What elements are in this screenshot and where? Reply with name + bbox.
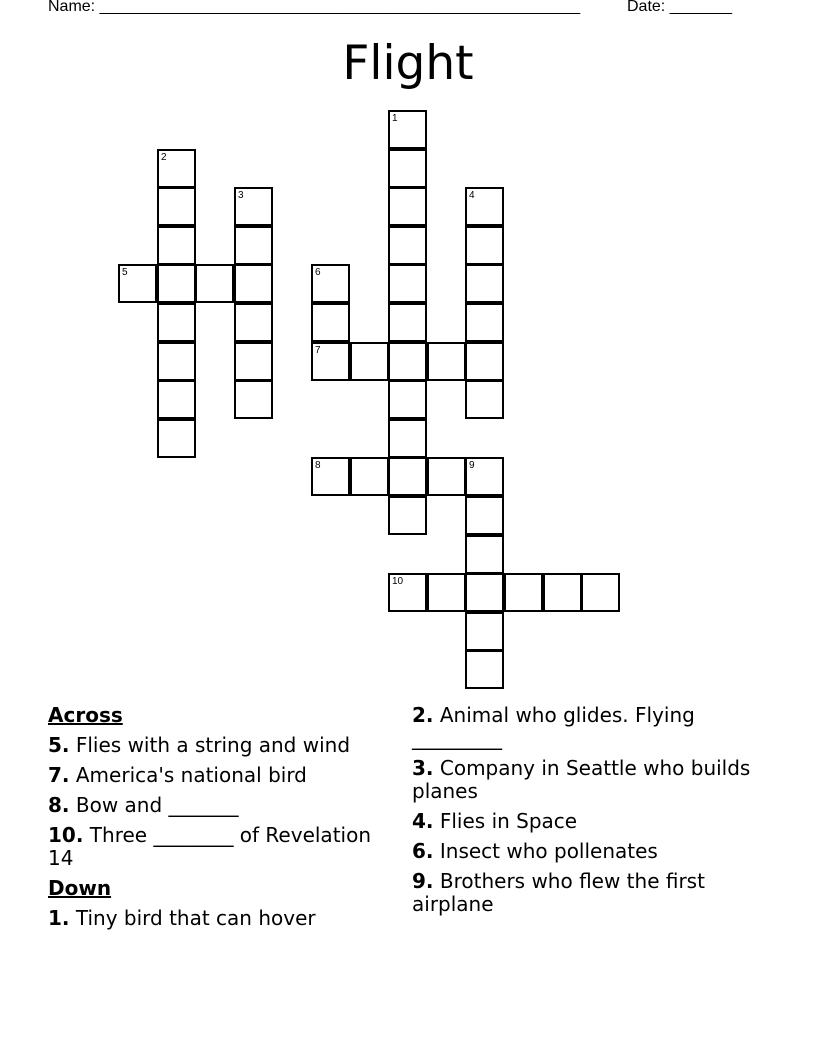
clue-number: 8.: [48, 793, 70, 817]
grid-cell[interactable]: [388, 496, 427, 535]
clue-text: Tiny bird that can hover: [75, 906, 316, 930]
grid-cell[interactable]: [388, 419, 427, 458]
grid-cell[interactable]: [504, 573, 543, 612]
cell-number: 6: [315, 267, 321, 278]
clue-text: Brothers who flew the first airplane: [412, 869, 705, 916]
grid-cell[interactable]: [350, 457, 389, 496]
puzzle-title: Flight: [342, 36, 474, 91]
clue-text: Insect who pollenates: [439, 839, 658, 863]
grid-cell[interactable]: [543, 573, 582, 612]
clue-across-10: [48, 824, 388, 870]
clue-down-4: [412, 810, 752, 833]
grid-cell[interactable]: [234, 264, 273, 303]
grid-cell[interactable]: [350, 342, 389, 381]
clue-down-1: [48, 907, 388, 930]
grid-cell[interactable]: [427, 457, 466, 496]
clue-down-9: [412, 870, 752, 916]
cell-number: 1: [392, 113, 398, 124]
clue-number: 6.: [412, 839, 434, 863]
grid-cell[interactable]: [234, 380, 273, 419]
grid-cell[interactable]: [234, 303, 273, 342]
grid-cell[interactable]: [465, 380, 504, 419]
grid-cell[interactable]: [465, 612, 504, 651]
clue-down-2: [412, 704, 752, 750]
grid-cell[interactable]: [311, 342, 350, 381]
grid-cell[interactable]: [581, 573, 620, 612]
clue-text: Three ________ of Revelation 14: [48, 823, 371, 870]
grid-cell[interactable]: [465, 303, 504, 342]
grid-cell[interactable]: [388, 457, 427, 496]
clue-text: Flies with a string and wind: [75, 733, 351, 757]
across-heading: Across: [48, 703, 123, 727]
grid-cell[interactable]: [465, 342, 504, 381]
grid-cell[interactable]: [388, 110, 427, 149]
grid-cell[interactable]: [388, 187, 427, 226]
grid-cell[interactable]: [427, 342, 466, 381]
cell-number: 7: [315, 345, 321, 356]
grid-cell[interactable]: [311, 303, 350, 342]
grid-cell[interactable]: [465, 573, 504, 612]
grid-cell[interactable]: [234, 342, 273, 381]
grid-cell[interactable]: [157, 380, 196, 419]
clues-right-column: [412, 704, 752, 923]
clue-down-6: [412, 840, 752, 863]
cell-number: 10: [392, 576, 404, 587]
cell-number: 5: [122, 267, 128, 278]
grid-cell[interactable]: [118, 264, 157, 303]
grid-cell[interactable]: [157, 419, 196, 458]
clue-number: 5.: [48, 733, 70, 757]
grid-cell[interactable]: [234, 187, 273, 226]
grid-cell[interactable]: [465, 187, 504, 226]
clue-across-5: [48, 734, 388, 757]
grid-cell[interactable]: [157, 303, 196, 342]
clue-across-8: [48, 794, 388, 817]
clue-number: 9.: [412, 869, 434, 893]
clue-number: 3.: [412, 756, 434, 780]
grid-cell[interactable]: [388, 573, 427, 612]
cell-number: 2: [161, 152, 167, 163]
grid-cell[interactable]: [234, 226, 273, 265]
clue-number: 10.: [48, 823, 84, 847]
date-field-label[interactable]: Date: _______: [627, 0, 732, 15]
grid-cell[interactable]: [311, 264, 350, 303]
grid-cell[interactable]: [465, 496, 504, 535]
grid-cell[interactable]: [157, 342, 196, 381]
clue-number: 4.: [412, 809, 434, 833]
cell-number: 4: [469, 190, 475, 201]
clue-text: Company in Seattle who builds planes: [412, 756, 751, 803]
grid-cell[interactable]: [465, 264, 504, 303]
grid-cell[interactable]: [465, 535, 504, 574]
clue-text: Bow and _______: [75, 793, 239, 817]
grid-cell[interactable]: [157, 149, 196, 188]
grid-cell[interactable]: [157, 264, 196, 303]
clue-text: Flies in Space: [439, 809, 578, 833]
grid-cell[interactable]: [388, 342, 427, 381]
clue-down-3: [412, 757, 752, 803]
grid-cell[interactable]: [465, 457, 504, 496]
grid-cell[interactable]: [388, 264, 427, 303]
down-heading: Down: [48, 876, 112, 900]
clue-number: 2.: [412, 703, 434, 727]
grid-cell[interactable]: [157, 187, 196, 226]
cell-number: 9: [469, 460, 475, 471]
cell-number: 8: [315, 460, 321, 471]
clue-across-7: [48, 764, 388, 787]
cell-number: 3: [238, 190, 244, 201]
clue-number: 1.: [48, 906, 70, 930]
grid-cell[interactable]: [427, 573, 466, 612]
grid-cell[interactable]: [157, 226, 196, 265]
clue-number: 7.: [48, 763, 70, 787]
grid-cell[interactable]: [388, 380, 427, 419]
grid-cell[interactable]: [388, 303, 427, 342]
clue-text: America's national bird: [75, 763, 307, 787]
grid-cell[interactable]: [465, 650, 504, 689]
name-field-label[interactable]: Name: ______________________________________________________: [48, 0, 581, 15]
clues-left-column: [48, 704, 388, 937]
clue-text: Animal who glides. Flying _________: [412, 703, 695, 750]
grid-cell[interactable]: [311, 457, 350, 496]
grid-cell[interactable]: [195, 264, 234, 303]
grid-cell[interactable]: [388, 149, 427, 188]
grid-cell[interactable]: [465, 226, 504, 265]
grid-cell[interactable]: [388, 226, 427, 265]
